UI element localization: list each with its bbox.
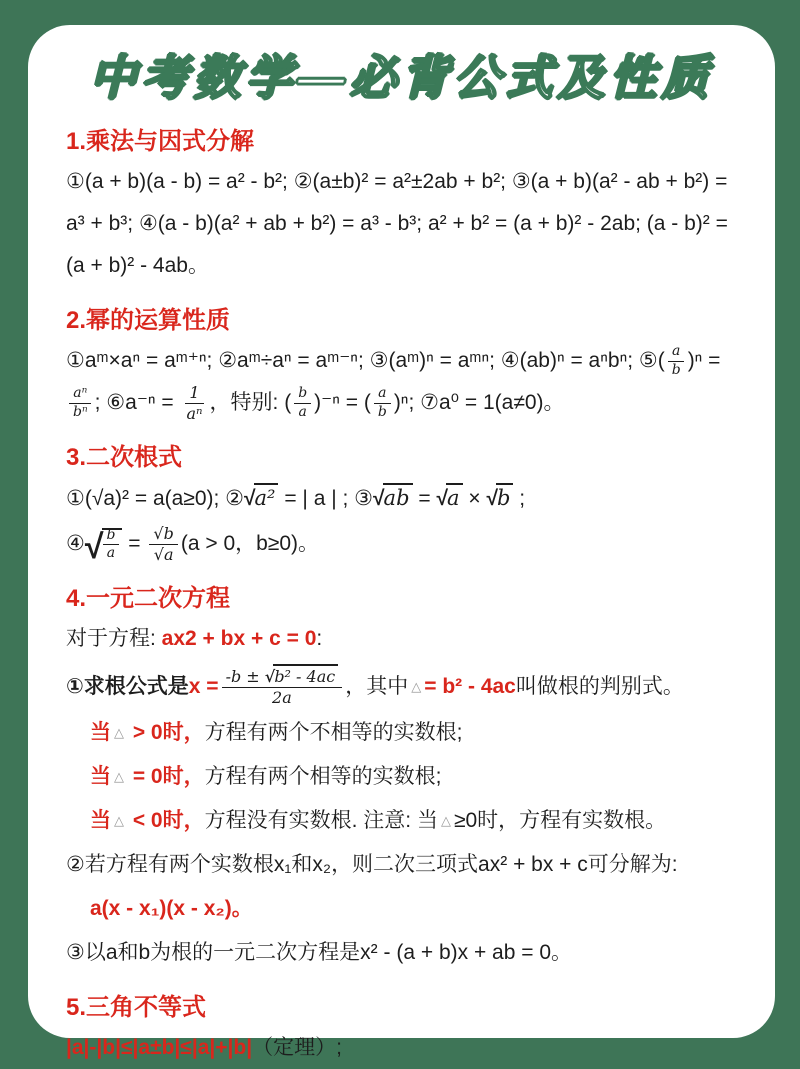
radicand: [102, 526, 123, 561]
delta-triangle-icon: △: [114, 769, 124, 784]
fraction-denominator: aⁿ: [186, 403, 203, 423]
fraction-numerator: [222, 667, 343, 688]
formula-segment: ; ⑥a⁻ⁿ =: [94, 391, 180, 414]
section-1-body: ①(a + b)(a - b) = a² - b²; ②(a±b)² = a²±2ab + b²; ③(a + b)(a² - ab + b²) = a³ + b³; ④(a - b)(a² + ab + b²) = a³ - b³; a² + b² = (a + b)² - 2ab; (a - b)² = (a + b)² - 4ab。: [66, 170, 728, 277]
formula-segment: x =: [188, 675, 219, 698]
radical: [486, 487, 513, 510]
quadratic-formula-line: [66, 666, 739, 708]
fraction-numerator: b: [103, 527, 120, 546]
section-2-body: [66, 340, 739, 424]
radical: [436, 487, 462, 510]
sqrt-icon: √: [264, 666, 276, 686]
condition-red: 当: [90, 721, 111, 744]
fraction: [149, 524, 177, 565]
formula-segment: ;: [513, 487, 526, 510]
section-2-heading: 2.幂的运算性质: [66, 307, 231, 334]
fraction: [294, 385, 311, 421]
discriminant-red: = b² - 4ac: [424, 675, 516, 698]
text-segment: 对于方程:: [66, 627, 162, 650]
factorization-red: a(x - x₁)(x - x₂)。: [90, 897, 253, 920]
case-line-3: [66, 800, 739, 842]
text-segment: 方程有两个相等的实数根;: [204, 765, 442, 788]
sqrt-icon: √: [84, 528, 104, 566]
radicand: a: [446, 483, 463, 510]
sqrt-icon: √: [373, 487, 385, 510]
text-segment: :: [316, 627, 323, 650]
section-5-line: [66, 1027, 739, 1069]
fraction-denominator: bⁿ: [73, 403, 88, 420]
fraction-numerator: aⁿ: [69, 385, 91, 404]
fraction: [222, 667, 343, 708]
radical: [244, 487, 278, 510]
fraction-denominator: 2a: [272, 687, 292, 707]
content: [28, 121, 775, 1069]
fraction-denominator: b: [377, 403, 387, 420]
fraction-numerator: a: [668, 343, 684, 362]
text-segment: ，其中: [345, 675, 409, 698]
condition-red: < 0时，: [127, 809, 205, 832]
case-line-2: [66, 756, 739, 798]
delta-triangle-icon: △: [114, 813, 124, 828]
formula-segment: )ⁿ; ⑦a⁰ = 1(a≠0)。: [393, 391, 565, 414]
formula-segment: =: [412, 487, 437, 510]
formula-segment: -b ±: [225, 666, 265, 686]
section-4-line-2: ②若方程有两个实数根x₁和x₂，则二次三项式ax² + bx + c可分解为:: [66, 853, 678, 876]
equation-red: ax2 + bx + c = 0: [161, 627, 317, 650]
fraction-numerator: a: [374, 385, 390, 404]
fraction: [374, 385, 391, 421]
radicand: ab: [383, 483, 413, 510]
fraction-numerator: √b: [149, 524, 177, 545]
radical: [84, 526, 123, 566]
condition-red: = 0时，: [127, 765, 205, 788]
section-4-heading: 4.一元二次方程: [66, 585, 231, 612]
formula-segment: =: [122, 532, 147, 555]
formula-segment: ①(√a)² = a(a≥0); ②: [66, 487, 244, 510]
fraction-denominator: a: [298, 403, 307, 420]
formula-segment: )ⁿ =: [687, 349, 721, 372]
condition-red: > 0时，: [127, 721, 205, 744]
sqrt-icon: √: [244, 487, 256, 510]
sqrt-icon: √: [436, 487, 448, 510]
section-4-line-3: ③以a和b为根的一元二次方程是x² - (a + b)x + ab = 0。: [66, 941, 573, 964]
text-segment: ≥0时，方程有实数根。: [453, 809, 667, 832]
radical: [265, 667, 338, 686]
radicand: b: [496, 483, 513, 510]
fraction: [103, 527, 120, 563]
text-segment: 叫做根的判别式。: [515, 675, 684, 698]
section-3-line-2: [66, 522, 739, 565]
condition-red: 当: [90, 809, 111, 832]
formula-segment: ④: [66, 532, 85, 555]
radical: [373, 487, 413, 510]
fraction-denominator: √a: [153, 544, 174, 564]
text-segment: 方程有两个不相等的实数根;: [204, 721, 463, 744]
fraction: [183, 383, 207, 424]
section-5-heading: 5.三角不等式: [66, 994, 207, 1021]
fraction: [69, 385, 92, 421]
section-1-heading: 1.乘法与因式分解: [66, 128, 255, 155]
case-line-1: [66, 712, 739, 754]
inequality-red: |a|-|b|≤|a±b|≤|a|+|b|: [66, 1036, 253, 1059]
fraction-denominator: b: [671, 361, 681, 378]
formula-segment: = | a | ; ③: [278, 487, 374, 510]
delta-triangle-icon: △: [440, 813, 451, 828]
text-segment: 方程没有实数根. 注意: 当: [204, 809, 438, 832]
text-segment: （定理）;: [252, 1036, 342, 1059]
section-4-intro: [66, 618, 739, 660]
formula-segment: )⁻ⁿ = (: [314, 391, 371, 414]
condition-red: 当: [90, 765, 111, 788]
formula-segment: (a > 0，b≥0)。: [180, 532, 320, 555]
fraction-denominator: a: [106, 545, 116, 561]
fraction-numerator: 1: [185, 383, 203, 404]
fraction: [668, 343, 685, 379]
section-3-line-1: [66, 477, 739, 520]
formula-segment: ，特别: (: [209, 391, 292, 414]
delta-triangle-icon: △: [114, 725, 124, 740]
delta-triangle-icon: △: [411, 679, 422, 694]
text-segment: ①求根公式是: [66, 675, 189, 698]
sqrt-icon: √: [486, 487, 498, 510]
radicand: a²: [254, 483, 279, 510]
section-3-heading: 3.二次根式: [66, 444, 183, 471]
page-title: 中考数学—必背公式及性质: [89, 51, 714, 104]
radicand: b² - 4ac: [273, 664, 338, 686]
fraction-numerator: b: [294, 385, 311, 404]
formula-segment: ①aᵐ×aⁿ = aᵐ⁺ⁿ; ②aᵐ÷aⁿ = aᵐ⁻ⁿ; ③(aᵐ)ⁿ = aᵐⁿ; ④(ab)ⁿ = aⁿbⁿ; ⑤(: [66, 349, 665, 372]
formula-segment: ×: [462, 487, 487, 510]
content-card: [28, 25, 775, 1059]
